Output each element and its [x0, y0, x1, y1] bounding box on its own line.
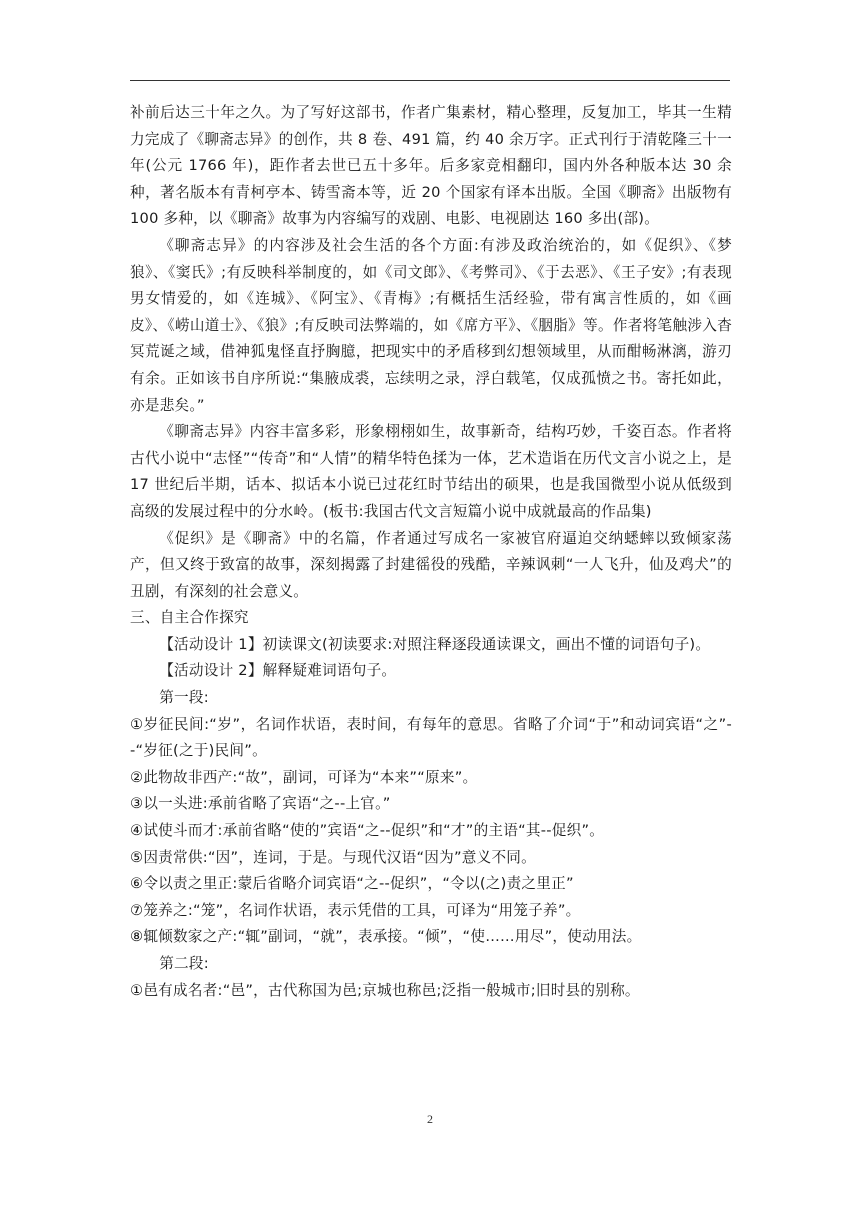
header-rule [130, 80, 730, 81]
paragraph-8: 第一段: [159, 689, 209, 707]
paragraph-4: 《促织》是《聊斋》中的名篇，作者通过写成名一家被官府逼迫交纳蟋蟀以致倾家荡产，但又终于致富的故事，深刻揭露了封建徭役的残酷，辛辣讽刺“一人飞升，仙及鸡犬”的丑剧，有深刻的社会意义。 [130, 529, 732, 600]
paragraph-2: 《聊斋志异》的内容涉及社会生活的各个方面:有涉及政治统治的，如《促织》、《梦狼》、《窦氏》;有反映科举制度的，如《司文郎》、《考弊司》、《于去恶》、《王子安》;有表现男女情爱的，如《连城》、《阿宝》、《青梅》;有概括生活经验，带有寓言性质的，如《画皮》、《崂山道士》、《狼》;有反映司法弊端的，如《席方平》、《胭脂》等。作者将笔触涉入杳冥荒诞之域，借神狐鬼怪直抒胸臆，把现实中的矛盾移到幻想领域里，从而酣畅淋漓，游刃有余。正如该书自序所说:“集腋成裘，忘续明之录，浮白载笔，仅成孤愤之书。寄托如此，亦是悲矣。” [130, 236, 732, 414]
paragraph-10: ②此物故非西产:“故”，副词，可译为“本来”“原来”。 [130, 768, 478, 786]
paragraph-15: ⑦笼养之:“笼”，名词作状语，表示凭借的工具，可译为“用笼子养”。 [130, 901, 581, 919]
paragraph-16: ⑧辄倾数家之产:“辄”副词，“就”，表承接。“倾”，“使……用尽”，使动用法。 [130, 928, 642, 946]
paragraph-9: ①岁征民间:“岁”，名词作状语，表时间，有每年的意思。省略了介词“于”和动词宾语“之”--“岁征(之于)民间”。 [130, 715, 732, 760]
paragraph-5: 三、自主合作探究 [130, 609, 249, 627]
paragraph-17: 第二段: [159, 955, 209, 972]
body-text [130, 100, 732, 1004]
paragraph-12: ④试使斗而才:承前省略“使的”宾语“之--促织”和“才”的主语“其--促织”。 [130, 822, 605, 840]
paragraph-18: ①邑有成名者:“邑”，古代称国为邑;京城也称邑;泛指一般城市;旧时县的别称。 [130, 981, 640, 999]
paragraph-13: ⑤因责常供:“因”，连词，于是。与现代汉语“因为”意义不同。 [130, 848, 536, 866]
paragraph-1: 补前后达三十年之久。为了写好这部书，作者广集素材，精心整理，反复加工，毕其一生精力完成了《聊斋志异》的创作，共 8 卷、491 篇，约 40 余万字。正式刊行于清乾隆三十一年(公元 1766 年)，距作者去世已五十多年。后多家竞相翻印，国内外各种版本达 30 余种，著名版本有青柯亭本、铸雪斋本等，近 20 个国家有译本出版。全国《聊斋》出版物有 100 多种，以《聊斋》故事为内容编写的戏剧、电影、电视剧达 160 多出(部)。 [130, 104, 732, 228]
paragraph-3: 《聊斋志异》内容丰富多彩，形象栩栩如生，故事新奇，结构巧妙，千姿百态。作者将古代小说中“志怪”“传奇”和“人情”的精华特色揉为一体，艺术造诣在历代文言小说之上，是 17 世纪后半期，话本、拟话本小说已过花红时节结出的硕果，也是我国微型小说从低级到高级的发展过程中的分水岭。(板书:我国古代文言短篇小说中成就最高的作品集) [130, 423, 732, 520]
page-number: 2 [427, 1112, 433, 1126]
paragraph-6: 【活动设计 1】初读课文(初读要求:对照注释逐段通读课文，画出不懂的词语句子)。 [159, 635, 711, 653]
paragraph-14: ⑥令以责之里正:蒙后省略介词宾语“之--促织”，“令以(之)责之里正” [130, 875, 574, 893]
paragraph-11: ③以一头进:承前省略了宾语“之--上官。” [130, 795, 391, 813]
paragraph-7: 【活动设计 2】解释疑难词语句子。 [159, 662, 397, 680]
